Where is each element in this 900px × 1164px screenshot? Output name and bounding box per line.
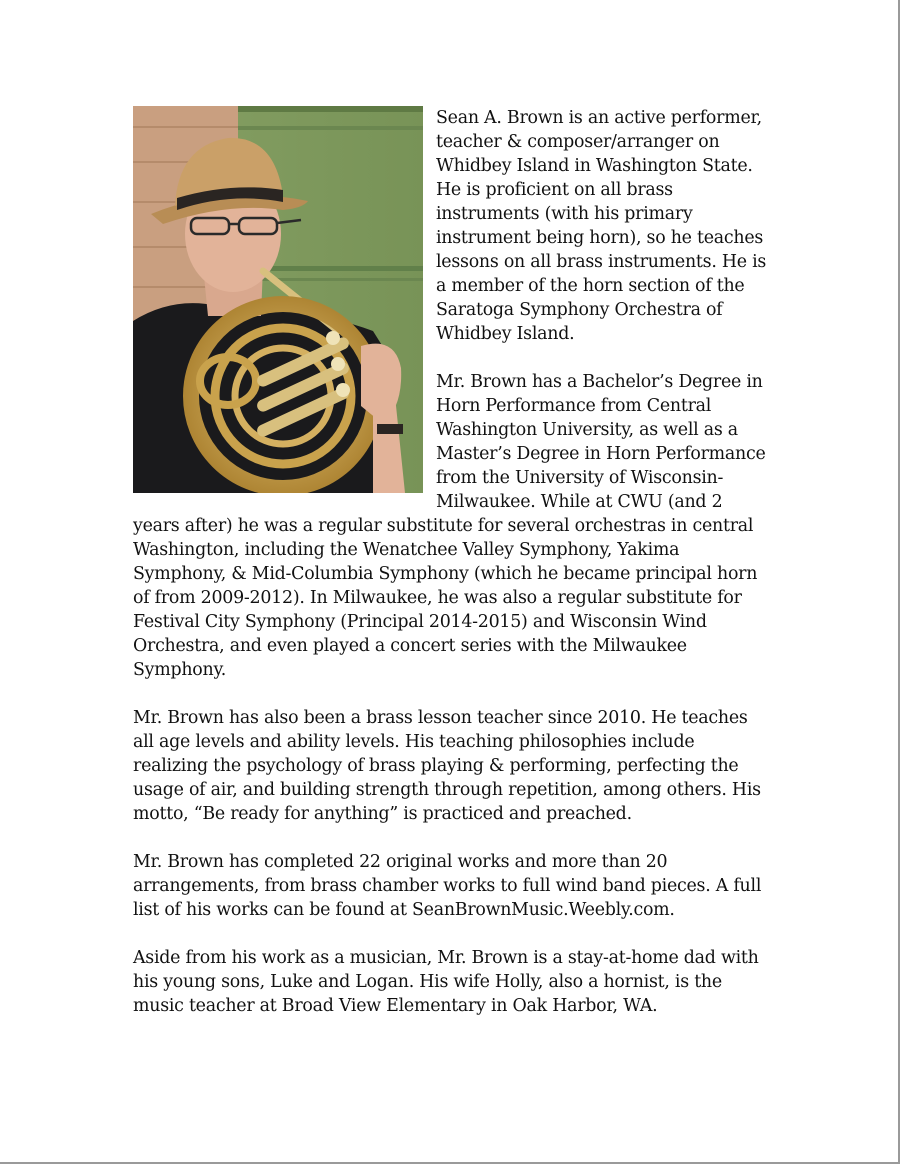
bio-paragraph-teaching: Mr. Brown has also been a brass lesson teacher since 2010. He teaches all age levels and ability levels. His teaching philosophies include realizing the psychology of brass playing & performing, perfecting the usage of air, and building strength through repetition, among others. His motto, “Be ready for anything” is practiced and preached.	[133, 708, 761, 824]
bio-paragraph-family: Aside from his work as a musician, Mr. Brown is a stay-at-home dad with his young sons, Luke and Logan. His wife Holly, also a hornist, is the music teacher at Broad View Elementary in Oak Harbor, WA.	[133, 948, 759, 1016]
portrait-photo	[133, 106, 423, 493]
horn-player-image	[133, 106, 423, 493]
bio-document	[133, 106, 773, 1042]
bio-paragraph-works: Mr. Brown has completed 22 original works and more than 20 arrangements, from brass chamber works to full wind band pieces. A full list of his works can be found at SeanBrownMusic.Weebly.com.	[133, 852, 762, 920]
bio-paragraph-education: Mr. Brown has a Bachelor’s Degree in Horn Performance from Central Washington University, as well as a Master’s Degree in Horn Performance from the University of Wisconsin-Milwaukee. While at CWU (and 2 years after) he was a regular substitute for several orchestras in central Washington, including the Wenatchee Valley Symphony, Yakima Symphony, & Mid-Columbia Symphony (which he became principal horn of from 2009-2012). In Milwaukee, he was also a regular substitute for Festival City Symphony (Principal 2014-2015) and Wisconsin Wind Orchestra, and even played a concert series with the Milwaukee Symphony.	[133, 372, 766, 680]
bio-paragraph-intro: Sean A. Brown is an active performer, teacher & composer/arranger on Whidbey Island in Washington State. He is proficient on all brass instruments (with his primary instrument being horn), so he teaches lessons on all brass instruments. He is a member of the horn section of the Saratoga Symphony Orchestra of Whidbey Island.	[436, 108, 767, 344]
